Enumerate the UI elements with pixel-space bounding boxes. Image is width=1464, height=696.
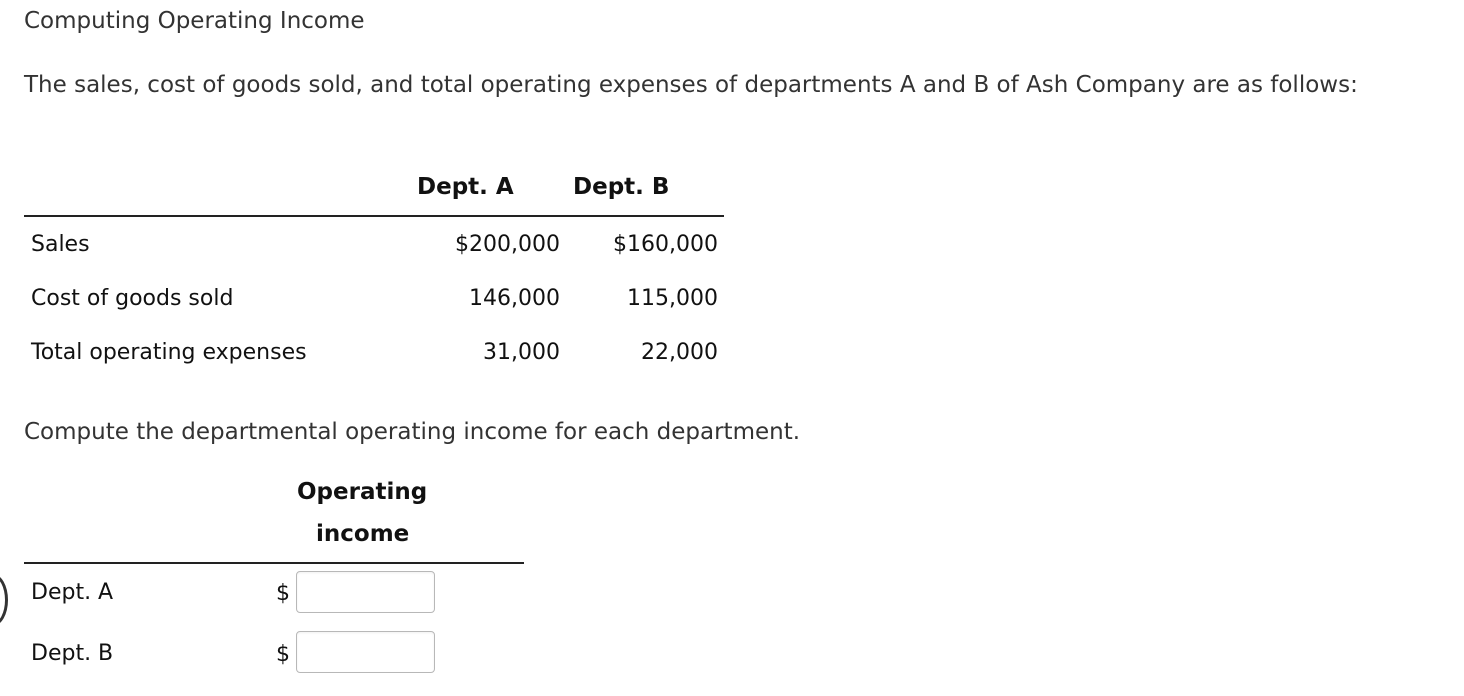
- dept-a-income-input[interactable]: [296, 571, 435, 613]
- row-label-opex: Total operating expenses: [31, 340, 307, 365]
- partial-circle-marker: [0, 574, 8, 626]
- currency-symbol: $: [276, 581, 290, 606]
- row-label-sales: Sales: [31, 232, 90, 257]
- data-table-rule: [24, 215, 724, 217]
- header-dept-b: Dept. B: [573, 174, 670, 200]
- row-label-cogs: Cost of goods sold: [31, 286, 234, 311]
- dept-b-income-input[interactable]: [296, 631, 435, 673]
- question-text: Compute the departmental operating income for each department.: [24, 419, 801, 445]
- opex-dept-a: 31,000: [483, 340, 560, 365]
- sales-dept-b: $160,000: [613, 232, 718, 257]
- page-title: Computing Operating Income: [24, 8, 365, 34]
- opex-dept-b: 22,000: [641, 340, 718, 365]
- header-dept-a: Dept. A: [417, 174, 514, 200]
- cogs-dept-b: 115,000: [627, 286, 718, 311]
- answer-row-label-dept-a: Dept. A: [31, 580, 114, 605]
- currency-symbol: $: [276, 642, 290, 667]
- answer-header-line1: Operating: [297, 479, 428, 505]
- answer-header-line2: income: [316, 521, 410, 547]
- problem-intro: The sales, cost of goods sold, and total operating expenses of departments A and B of Ash Company are as follows:: [24, 72, 1358, 98]
- answer-table-rule: [24, 562, 524, 564]
- sales-dept-a: $200,000: [455, 232, 560, 257]
- answer-row-label-dept-b: Dept. B: [31, 641, 114, 666]
- cogs-dept-a: 146,000: [469, 286, 560, 311]
